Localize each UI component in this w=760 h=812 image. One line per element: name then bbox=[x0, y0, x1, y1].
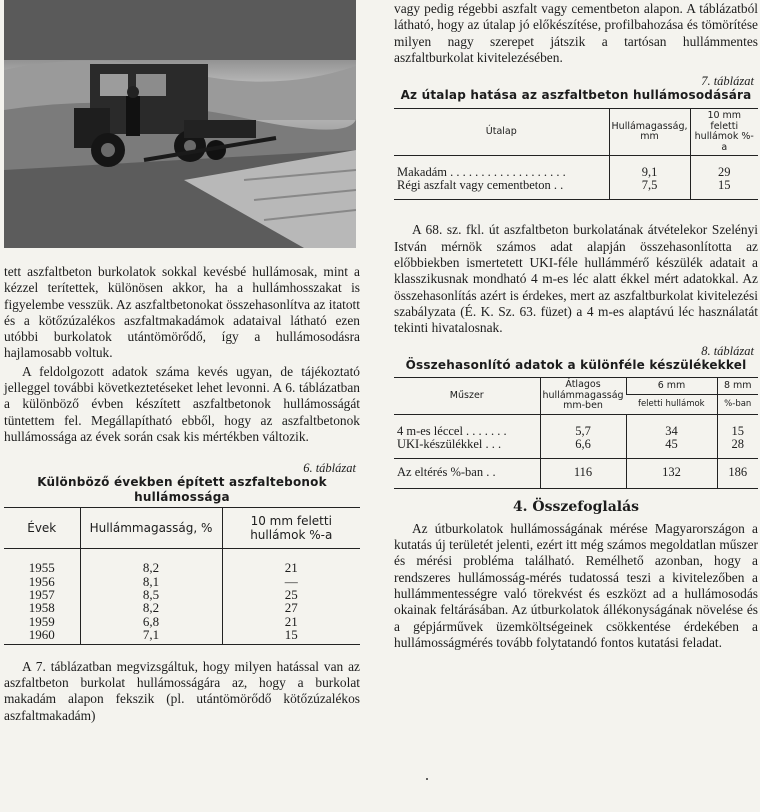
table-6-row bbox=[4, 588, 360, 601]
table-8-row bbox=[394, 438, 758, 459]
table-7-header-over10: 10 mm feletti hullámok %-a bbox=[690, 109, 758, 156]
table-6-row-cell: 1959 bbox=[28, 613, 55, 629]
table-8-difference-cell: 186 bbox=[717, 459, 758, 489]
section-title-summary: 4. Összefoglalás bbox=[512, 498, 640, 515]
right-paragraph-2: A 68. sz. fkl. út aszfaltbeton burkolatának átvételekor Szelényi István mérnök számos adat alapján összehasonlította az előbbiekben ismertetett UKI-féle hullámmérő készülék adatait a klasszikusnak mondható 4 m-es léc alatt ékkel mért adatokkal. Az összehasonlítás azért is érdekes, mert az aszfaltburkolat kivitelezési szabályzata (É. K. Sz. 63. füzet) a 4 m-es alaptávú léc használatát tekinti hivatalosnak. bbox=[394, 222, 758, 336]
table-8-difference-cell: 132 bbox=[626, 459, 717, 489]
table-8-header-6mm: 6 mm bbox=[626, 378, 717, 394]
left-paragraph-2: A feldolgozott adatok száma kevés ugyan, de tájékoztató jelleggel további következtetéseket lehet levonni. A 6. táblázatban a különböző évben készített aszfaltbetonok hullámosságát tüntettem fel. Megállapítható ebből, hogy az aszfaltbetonok hullámossága az évek során csak kis mértékben változik. bbox=[4, 363, 360, 444]
table-8-block bbox=[394, 344, 758, 488]
table-6-row-cell: 1956 bbox=[28, 573, 55, 589]
table-6-header-height: Hullámmagasság, % bbox=[80, 508, 222, 549]
table-7-row-cell: 29 bbox=[690, 156, 758, 179]
photo-measuring-vehicle bbox=[4, 0, 356, 248]
table-7-row-cell: 7,5 bbox=[609, 179, 690, 200]
left-paragraph-1: tett aszfaltbeton burkolatok sokkal kevésbé hullámosak, mint a kézzel terítettek, különösen akkor, ha a hullámhosszakat is figyelembe vesszük. Az aszfaltbetonokat összehasonlítva az itatott és a kötőzúzalékos aszfaltmakadámok adataival látható ezen utóbbi burkolatok utántömörődő, így a hullámosodásra hajlamosabb voltuk. bbox=[4, 264, 360, 361]
left-paragraph-3: A 7. táblázatban megvizsgáltuk, hogy milyen hatással van az aszfaltbeton burkolat hullámosságára az, hogy a burkolat makadám alapon fekszik (pl. utántömörődő kötőzúzalékos aszfaltmakadám) bbox=[4, 658, 360, 723]
right-column bbox=[394, 0, 758, 651]
table-6-row bbox=[4, 615, 360, 628]
photo-illustration bbox=[4, 0, 356, 248]
table-6-row bbox=[4, 628, 360, 644]
table-8-header-over: feletti hullámok bbox=[626, 394, 717, 414]
table-6-row-cell: 15 bbox=[222, 628, 360, 644]
table-8-header-8mm: 8 mm bbox=[717, 378, 758, 394]
table-8-header-pct: %-ban bbox=[717, 394, 758, 414]
table-8-row-cell: 6,6 bbox=[540, 438, 626, 459]
table-7-title: Az útalap hatása az aszfaltbeton hullámosodására bbox=[400, 88, 752, 103]
table-8-difference-cell: 116 bbox=[540, 459, 626, 489]
left-column bbox=[4, 0, 360, 724]
table-7-row-cell: Régi aszfalt vagy cementbeton . . bbox=[397, 177, 564, 192]
table-6-row-cell: 1955 bbox=[28, 560, 55, 576]
table-8-row-cell: 34 bbox=[626, 414, 717, 437]
table-8-header-avg: Átlagos hullámmagasság mm-ben bbox=[540, 378, 626, 415]
table-8-row-cell: 28 bbox=[717, 438, 758, 459]
table-7-row bbox=[394, 179, 758, 200]
table-6-row bbox=[4, 549, 360, 575]
table-8-row bbox=[394, 414, 758, 437]
table-8-difference-row bbox=[394, 459, 758, 489]
table-8 bbox=[394, 377, 758, 488]
table-8-number: 8. táblázat bbox=[701, 344, 754, 359]
table-8-title: Összehasonlító adatok a különféle készülékekkel bbox=[405, 358, 747, 373]
table-6-row-cell: 1958 bbox=[28, 600, 55, 616]
table-6-header-years: Évek bbox=[4, 508, 80, 549]
table-8-row-cell: 5,7 bbox=[540, 414, 626, 437]
table-6-row-cell: 8,2 bbox=[80, 601, 222, 614]
table-6-row-cell: 6,8 bbox=[80, 615, 222, 628]
table-6-row-cell: — bbox=[222, 575, 360, 588]
table-6-row-cell: 21 bbox=[222, 615, 360, 628]
table-6-row-cell: 8,2 bbox=[80, 549, 222, 575]
table-6-row-cell: 8,5 bbox=[80, 588, 222, 601]
table-7-block bbox=[394, 74, 758, 200]
table-6-number: 6. táblázat bbox=[303, 461, 356, 476]
right-paragraph-1: vagy pedig régebbi aszfalt vagy cementbeton alapon. A táblázatból látható, hogy az útalap jó előkészítése, profilbahozása és tömörítése milyen nagy szerepet játszik a tartósan hullámmentes aszfaltburkolat kivitelezésében. bbox=[394, 1, 758, 65]
table-6-row-cell: 1960 bbox=[28, 627, 55, 643]
table-8-row-cell: 4 m-es léccel . . . . . . . bbox=[397, 423, 507, 438]
table-7 bbox=[394, 108, 758, 200]
table-6-row-cell: 25 bbox=[222, 588, 360, 601]
table-6-row-cell: 27 bbox=[222, 601, 360, 614]
page-dot bbox=[426, 778, 428, 780]
table-8-row-cell: 15 bbox=[717, 414, 758, 437]
table-7-number: 7. táblázat bbox=[701, 74, 754, 89]
right-paragraph-3: Az útburkolatok hullámosságának mérése Magyarországon a kutatás új területét jelenti, ezért itt még számos megoldatlan műszer és mérési probléma található. Remélhető azonban, hogy a rendszeres hullámosság-mérés tudatossá teszi a kivitelezőben a hullámmentességre való törekvést és eszközt ad a hullámosodás okainak feltárásában. Az útburkolatok állékonyságának növelése és a gépjárművek üzemköltségeinek csökkentése érdekében a hullámosságmérés tovább folytatandó fontos kutatási feladat. bbox=[394, 520, 758, 650]
table-6-header-over10: 10 mm feletti hullámok %-a bbox=[222, 508, 360, 549]
table-6-row-cell: 21 bbox=[222, 549, 360, 575]
table-8-row-cell: UKI-készülékkel . . . bbox=[397, 436, 502, 451]
table-7-row-cell: Makadám . . . . . . . . . . . . . . . . . . . bbox=[397, 165, 566, 180]
table-6 bbox=[4, 507, 360, 644]
table-8-row-cell: 45 bbox=[626, 438, 717, 459]
table-6-row-cell: 8,1 bbox=[80, 575, 222, 588]
table-8-difference-cell: Az eltérés %-ban . . bbox=[394, 459, 540, 489]
table-6-row-cell: 7,1 bbox=[80, 628, 222, 644]
table-7-row-cell: 15 bbox=[690, 179, 758, 200]
table-7-header-base: Útalap bbox=[394, 109, 609, 156]
table-6-title: Különböző években épített aszfaltebonok hullámossága bbox=[37, 475, 327, 505]
table-7-row-cell: 9,1 bbox=[609, 156, 690, 179]
table-6-block bbox=[4, 461, 360, 644]
table-7-header-height: Hullámagasság, mm bbox=[609, 109, 690, 156]
table-8-header-instrument: Műszer bbox=[394, 378, 540, 415]
table-6-row bbox=[4, 575, 360, 588]
table-7-row bbox=[394, 156, 758, 179]
table-6-row bbox=[4, 601, 360, 614]
table-6-row-cell: 1957 bbox=[28, 587, 55, 603]
